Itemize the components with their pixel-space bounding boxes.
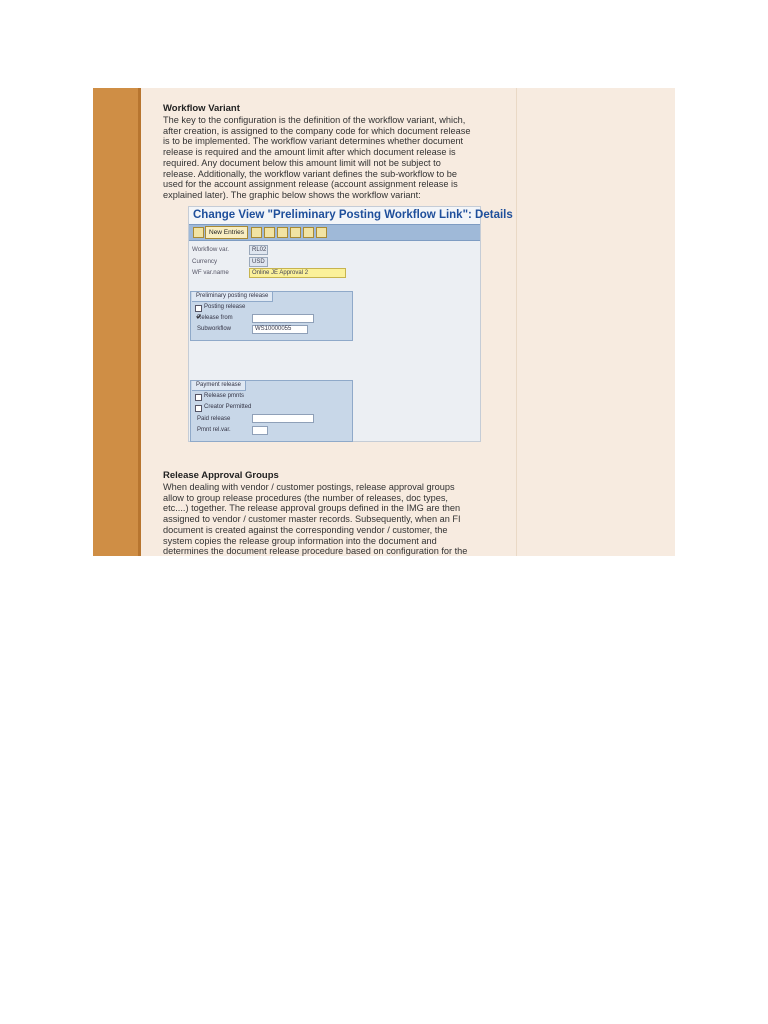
- paragraph-line: release is required and the amount limit after which document release is: [163, 147, 456, 158]
- paragraph-line: assigned to vendor / customer master records. Subsequently, when an FI: [163, 514, 461, 525]
- next-icon: [303, 227, 314, 238]
- creator-permitted-checkbox: [195, 405, 202, 412]
- release-from-label: Release from: [197, 315, 233, 321]
- document-page: [93, 88, 675, 556]
- payment-release-group: [190, 380, 353, 442]
- change-icon: [193, 227, 204, 238]
- posting-release-checkbox: [195, 305, 202, 312]
- paragraph-line: etc....) together. The release approval groups defined in the IMG are then: [163, 503, 461, 514]
- paragraph-line: used for the account assignment release (account assignment release is: [163, 179, 458, 190]
- sap-toolbar: [189, 224, 480, 241]
- paragraph-line: required. Any document below this amount limit will not be subject to: [163, 157, 441, 168]
- currency-label: Currency: [192, 258, 218, 265]
- left-color-bar: [93, 88, 141, 556]
- paid-release-field: [252, 414, 314, 423]
- section-heading-release-approval-groups: Release Approval Groups: [163, 470, 279, 481]
- group-title: Payment release: [192, 381, 246, 391]
- article-content: [163, 103, 513, 201]
- release-pmnts-checkbox: [195, 394, 202, 401]
- paragraph-line: explained later). The graphic below shows the workflow variant:: [163, 189, 421, 200]
- section-heading-workflow-variant: Workflow Variant: [163, 103, 240, 114]
- copy-icon: [251, 227, 262, 238]
- pmnt-rel-var-field: [252, 426, 268, 435]
- paragraph-line: after creation, is assigned to the company code for which document release: [163, 125, 471, 136]
- paragraph-line: document is created against the corresponding vendor / customer, the: [163, 524, 448, 535]
- preliminary-posting-release-group: [190, 291, 353, 341]
- right-side-pane: [516, 88, 675, 556]
- sap-screenshot-image: [188, 206, 513, 442]
- paid-release-label: Paid release: [197, 416, 231, 422]
- sap-title-bar: [189, 207, 513, 224]
- previous-icon: [290, 227, 301, 238]
- paragraph-line: is to be implemented. The workflow variant determines whether document: [163, 136, 464, 147]
- creator-permitted-label: Creator Permitted: [204, 404, 252, 410]
- workflow-var-label: Workflow var.: [192, 246, 230, 253]
- paragraph-line: allow to group release procedures (the number of releases, doc types,: [163, 492, 448, 503]
- pmnt-rel-var-label: Pmnt rel.var.: [197, 427, 231, 433]
- workflow-var-value: RL02: [249, 245, 268, 255]
- currency-value: USD: [249, 257, 268, 267]
- delete-icon: [264, 227, 275, 238]
- subworkflow-label: Subworkflow: [197, 326, 232, 332]
- wf-var-name-label: WF var.name: [192, 269, 229, 276]
- sap-screen-title: Change View "Preliminary Posting Workflow Link": Details: [193, 209, 513, 221]
- group-title: Preliminary posting release: [192, 292, 273, 302]
- release-pmnts-label: Release pmnts: [204, 393, 245, 399]
- paragraph-line: system copies the release group information into the document and: [163, 535, 437, 546]
- release-from-field: [252, 314, 314, 323]
- wf-var-name-value: Online JE Approval 2: [249, 268, 346, 278]
- posting-release-label: Posting release: [204, 304, 246, 310]
- paragraph-line: The key to the configuration is the definition of the workflow variant, which,: [163, 115, 466, 125]
- paragraph-line: determines the document release procedure based on configuration for the: [163, 546, 468, 556]
- undo-icon: [277, 227, 288, 238]
- article-content-section2: [163, 470, 513, 556]
- new-entries-button: New Entries: [205, 226, 248, 239]
- paragraph-line: release. Additionally, the workflow variant defines the sub-workflow to be: [163, 168, 457, 179]
- subworkflow-field: WS10000055: [252, 325, 308, 334]
- select-icon: [316, 227, 327, 238]
- paragraph-line: When dealing with vendor / customer postings, release approval groups: [163, 482, 455, 492]
